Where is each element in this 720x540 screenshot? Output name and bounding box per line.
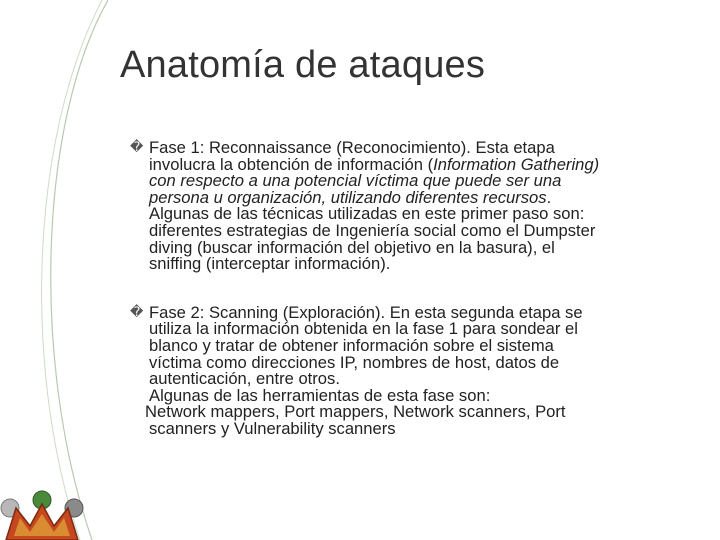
bullet-line: scanners y Vulnerability scanners: [149, 418, 396, 438]
bullet-line: Fase 1: Reconnaissance (Reconocimiento). Esta etapa: [149, 138, 555, 157]
bullet-phase-2: [130, 302, 700, 438]
bullet-line: sniffing (interceptar información).: [149, 254, 391, 274]
text-span: .: [546, 187, 552, 207]
decorative-side-lines: [0, 0, 108, 540]
bullet-icon: �: [130, 140, 144, 155]
bullet-line: víctima como direcciones IP, nombres de host, datos de: [149, 352, 560, 372]
bullet-line: Network mappers, Port mappers, Network scanners, Port: [145, 402, 566, 422]
bullet-line: utiliza la información obtenida en la fase 1 para sondear el: [149, 319, 578, 339]
bullet-line: diving (buscar información del objetivo en la basura), el: [149, 237, 555, 257]
logo-emblem-icon: [0, 478, 84, 540]
bullet-line: Algunas de las herramientas de esta fase son:: [149, 385, 491, 405]
bullet-line: Algunas de las técnicas utilizadas en este primer paso son:: [149, 204, 585, 224]
bullet-line: diferentes estrategias de Ingeniería social como el Dumpster: [149, 220, 596, 240]
bullet-line: blanco y tratar de obtener información sobre el sistema: [149, 335, 554, 355]
text-span-italic: Information Gathering): [433, 154, 600, 174]
bullet-line: Fase 2: Scanning (Exploración). En esta segunda etapa se: [149, 302, 583, 322]
text-span: involucra la obtención de información (: [149, 154, 434, 174]
bullet-icon: �: [130, 304, 144, 320]
slide-title: Anatomía de ataques: [120, 44, 486, 86]
bullet-line: autenticación, entre otros.: [149, 369, 340, 389]
text-span-italic: persona u organización, utilizando diferentes recursos: [149, 187, 547, 207]
slide-body: [130, 140, 700, 438]
bullet-phase-1: [130, 140, 700, 273]
text-span-italic: con respecto a una potencial víctima que puede ser una: [149, 171, 562, 191]
